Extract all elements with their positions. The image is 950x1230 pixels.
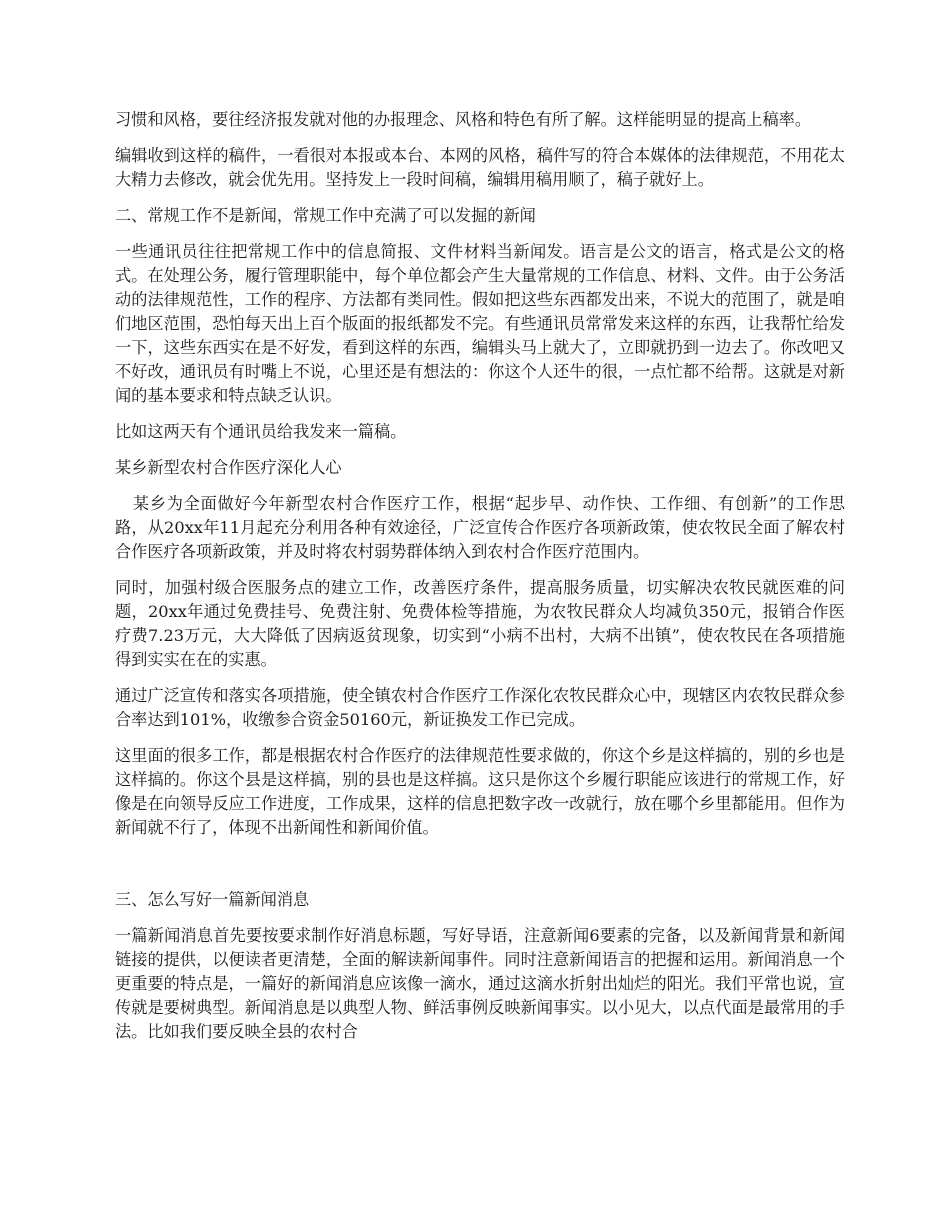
paragraph-2: 编辑收到这样的稿件，一看很对本报或本台、本网的风格，稿件写的符合本媒体的法律规范，不用花太大精力去修改，就会优先用。坚持发上一段时间稿，编辑用稿用顺了，稿子就好上。: [115, 146, 845, 189]
paragraph-commentary: 这里面的很多工作，都是根据农村合作医疗的法律规范性要求做的，你这个乡是这样搞的，别的乡也是这样搞的。你这个县是这样搞，别的县也是这样搞。这只是你这个乡履行职能应该进行的常规工作，好像是在向领导反应工作进度，工作成果，这样的信息把数字改一改就行，放在哪个乡里都能用。但作为新闻就不行了，体现不出新闻性和新闻价值。: [115, 746, 845, 837]
section-heading-2: 二、常规工作不是新闻，常规工作中充满了可以发掘的新闻: [115, 206, 536, 225]
sample-article-title: 某乡新型农村合作医疗深化人心: [115, 458, 342, 477]
sample-article-paragraph-1: 某乡为全面做好今年新型农村合作医疗工作，根据“起步早、动作快、工作细、有创新”的工作思路，从20xx年11月起充分利用各种有效途径，广泛宣传合作医疗各项新政策，使农牧民全面了解农村合作医疗各项新政策，并及时将农村弱势群体纳入到农村合作医疗范围内。: [115, 494, 845, 561]
sample-article-paragraph-3: 通过广泛宣传和落实各项措施，使全镇农村合作医疗工作深化农牧民群众心中，现辖区内农牧民群众参合率达到101%，收缴参合资金50160元，新证换发工作已完成。: [115, 686, 845, 729]
paragraph-4: 比如这两天有个通讯员给我发来一篇稿。: [115, 422, 407, 441]
document-body: [115, 108, 845, 1056]
paragraph-final: 一篇新闻消息首先要按要求制作好消息标题，写好导语，注意新闻6要素的完备，以及新闻背景和新闻链接的提供，以便读者更清楚，全面的解读新闻事件。同时注意新闻语言的把握和运用。新闻消息一个更重要的特点是，一篇好的新闻消息应该像一滴水，通过这滴水折射出灿烂的阳光。我们平常也说，宣传就是要树典型。新闻消息是以典型人物、鲜活事例反映新闻事实。以小见大，以点代面是最常用的手法。比如我们要反映全县的农村合: [115, 926, 845, 1041]
sample-article-paragraph-2: 同时，加强村级合医服务点的建立工作，改善医疗条件，提高服务质量，切实解决农牧民就医难的问题，20xx年通过免费挂号、免费注射、免费体检等措施，为农牧民群众人均减负350元，报销合作医疗费7.23万元，大大降低了因病返贫现象，切实到“小病不出村，大病不出镇”，使农牧民在各项措施得到实实在在的实惠。: [115, 578, 845, 669]
section-heading-3: 三、怎么写好一篇新闻消息: [115, 890, 310, 909]
paragraph-3: 一些通讯员往往把常规工作中的信息简报、文件材料当新闻发。语言是公文的语言，格式是公文的格式。在处理公务，履行管理职能中，每个单位都会产生大量常规的工作信息、材料、文件。由于公务活动的法律规范性，工作的程序、方法都有类同性。假如把这些东西都发出来，不说大的范围了，就是咱们地区范围，恐怕每天出上百个版面的报纸都发不完。有些通讯员常常发来这样的东西，让我帮忙给发一下，这些东西实在是不好发，看到这样的东西，编辑头马上就大了，立即就扔到一边去了。你改吧又不好改，通讯员有时嘴上不说，心里还是有想法的：你这个人还牛的很，一点忙都不给帮。这就是对新闻的基本要求和特点缺乏认识。: [115, 242, 845, 405]
paragraph-1: 习惯和风格，要往经济报发就对他的办报理念、风格和特色有所了解。这样能明显的提高上稿率。: [115, 110, 812, 129]
